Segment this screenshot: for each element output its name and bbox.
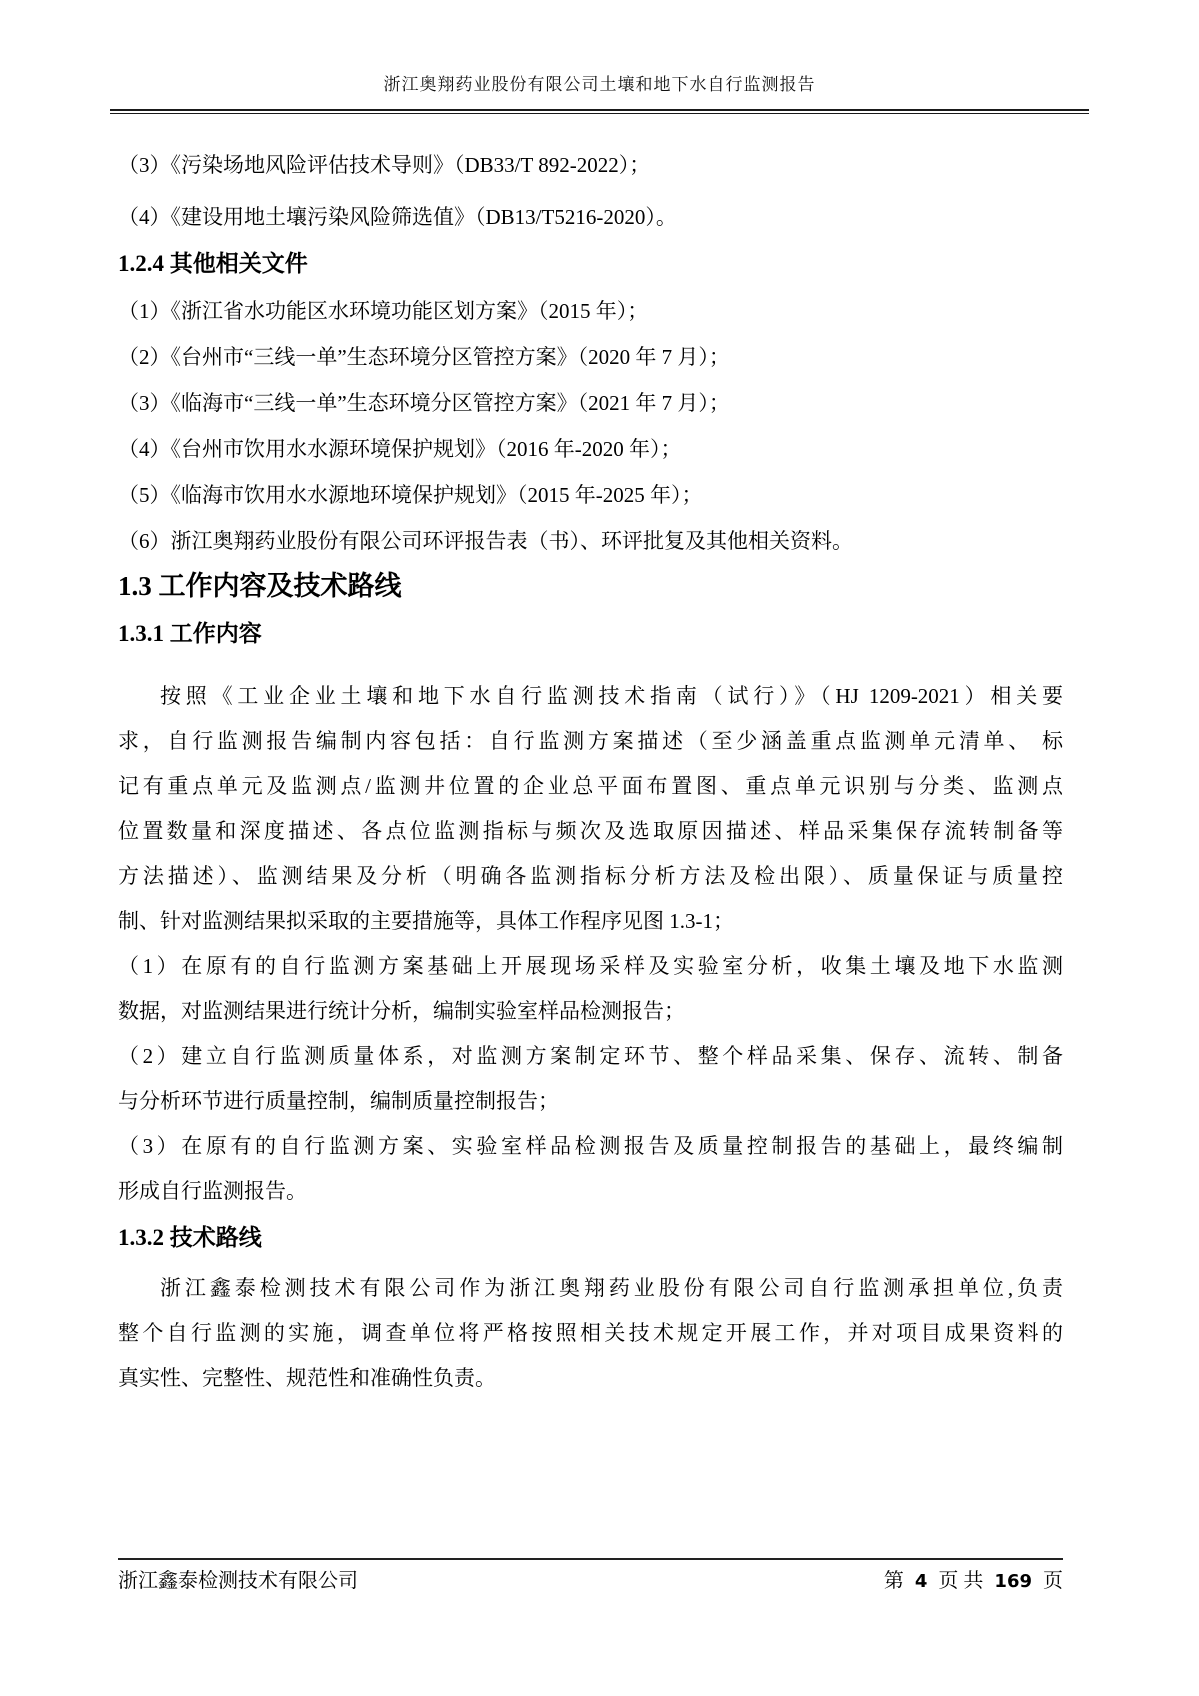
page-label-prefix: 第 bbox=[883, 1570, 904, 1592]
section-heading-1-3-1: 1.3.1 工作内容 bbox=[118, 621, 262, 646]
list-item-line: （1）在原有的自行监测方案基础上开展现场采样及实验室分析，收集土壤及地下水监测 bbox=[118, 954, 1063, 978]
section-heading-1-3-2: 1.3.2 技术路线 bbox=[118, 1225, 262, 1250]
paragraph-line: 浙江鑫泰检测技术有限公司作为浙江奥翔药业股份有限公司自行监测承担单位,负责 bbox=[160, 1276, 1063, 1300]
reference-item: （3）《污染场地风险评估技术导则》（DB33/T 892-2022）； bbox=[118, 153, 651, 177]
footer-company: 浙江鑫泰检测技术有限公司 bbox=[118, 1570, 358, 1592]
paragraph-line: 位置数量和深度描述、各点位监测指标与频次及选取原因描述、样品采集保存流转制备等 bbox=[118, 819, 1063, 843]
list-item-line: 数据，对监测结果进行统计分析，编制实验室样品检测报告； bbox=[118, 999, 685, 1023]
total-page-number: 169 bbox=[994, 1571, 1032, 1592]
reference-item: （2）《台州市“三线一单”生态环境分区管控方案》（2020 年 7 月）； bbox=[118, 345, 730, 369]
paragraph-line: 求，自行监测报告编制内容包括：自行监测方案描述（至少涵盖重点监测单元清单、 标 bbox=[118, 729, 1063, 753]
paragraph-line: 按照《工业企业土壤和地下水自行监测技术指南（试行）》（HJ 1209-2021）相关要 bbox=[160, 684, 1063, 708]
page-footer bbox=[0, 1558, 1199, 1595]
paragraph-line: 方法描述）、监测结果及分析（明确各监测指标分析方法及检出限）、质量保证与质量控 bbox=[118, 864, 1063, 888]
footer-page-info bbox=[884, 1568, 1063, 1595]
reference-item: （5）《临海市饮用水水源地环境保护规划》（2015 年-2025 年）； bbox=[118, 483, 703, 507]
reference-item: （6）浙江奥翔药业股份有限公司环评报告表（书）、环评批复及其他相关资料。 bbox=[118, 529, 853, 553]
paragraph-line: 记有重点单元及监测点/监测井位置的企业总平面布置图、重点单元识别与分类、监测点 bbox=[118, 774, 1063, 798]
header-title: 浙江奥翔药业股份有限公司土壤和地下水自行监测报告 bbox=[383, 75, 816, 94]
list-item-line: 与分析环节进行质量控制，编制质量控制报告； bbox=[118, 1089, 559, 1113]
reference-item: （1）《浙江省水功能区水环境功能区划方案》（2015 年）； bbox=[118, 299, 649, 323]
reference-item: （3）《临海市“三线一单”生态环境分区管控方案》（2021 年 7 月）； bbox=[118, 391, 730, 415]
section-heading-1-2-4: 1.2.4 其他相关文件 bbox=[118, 251, 308, 276]
paragraph-line: 制、针对监测结果拟采取的主要措施等，具体工作程序见图 1.3-1； bbox=[118, 909, 734, 933]
page-label-suffix: 页 bbox=[1043, 1570, 1063, 1592]
paragraph-line: 整个自行监测的实施，调查单位将严格按照相关技术规定开展工作，并对项目成果资料的 bbox=[118, 1321, 1063, 1345]
page-header bbox=[0, 0, 1199, 114]
footer-rule bbox=[118, 1558, 1063, 1560]
reference-item: （4）《台州市饮用水水源环境保护规划》（2016 年-2020 年）； bbox=[118, 437, 682, 461]
list-item-line: （2）建立自行监测质量体系，对监测方案制定环节、整个样品采集、保存、流转、制备 bbox=[118, 1044, 1063, 1068]
reference-item: （4）《建设用地土壤污染风险筛选值》（DB13/T5216-2020）。 bbox=[118, 205, 677, 229]
section-heading-1-3: 1.3 工作内容及技术路线 bbox=[118, 571, 402, 601]
current-page-number: 4 bbox=[914, 1571, 928, 1592]
list-item-line: 形成自行监测报告。 bbox=[118, 1179, 307, 1203]
document-body bbox=[0, 114, 1199, 1401]
page-label-middle: 页 共 bbox=[938, 1570, 984, 1592]
paragraph-line: 真实性、完整性、规范性和准确性负责。 bbox=[118, 1366, 496, 1390]
list-item-line: （3）在原有的自行监测方案、实验室样品检测报告及质量控制报告的基础上，最终编制 bbox=[118, 1134, 1063, 1158]
